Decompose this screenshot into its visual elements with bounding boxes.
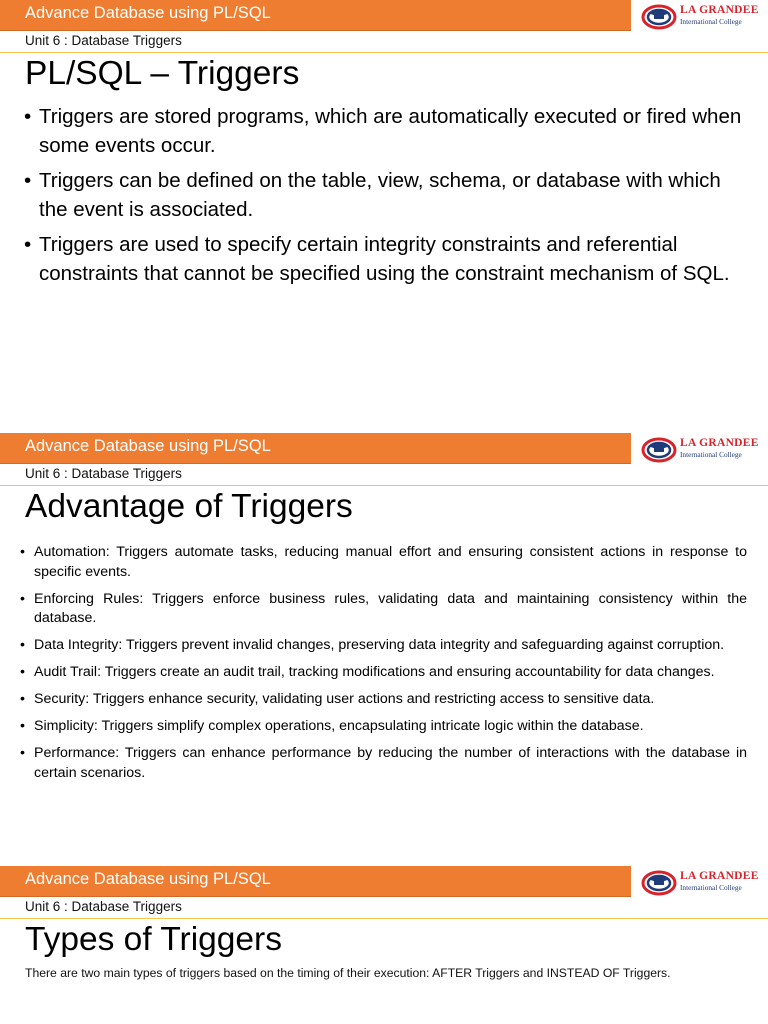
- list-item: • Security: Triggers enhance security, validating user actions and restricting access to sensitive data.: [20, 690, 747, 710]
- list-item: • Triggers are used to specify certain integrity constraints and referential constraints that cannot be specified using the constraint mechanism of SQL.: [24, 231, 754, 288]
- list-item: • Automation: Triggers automate tasks, reducing manual effort and ensuring consistent actions in response to specific events.: [20, 543, 747, 582]
- college-name: LA GRANDEE: [680, 870, 759, 882]
- college-subtitle: International College: [680, 450, 742, 459]
- unit-header: [0, 464, 768, 486]
- bullet-list: [24, 103, 754, 295]
- unit-label: Unit 6 : Database Triggers: [25, 33, 182, 48]
- list-item: • Enforcing Rules: Triggers enforce business rules, validating data and maintaining consistency within the database.: [20, 590, 747, 629]
- slide-title: Advantage of Triggers: [25, 488, 353, 525]
- course-banner: [0, 0, 631, 31]
- list-item: • Performance: Triggers can enhance performance by reducing the number of interactions with the database in certain scenarios.: [20, 744, 747, 783]
- unit-label: Unit 6 : Database Triggers: [25, 466, 182, 481]
- course-banner: [0, 866, 631, 897]
- graduation-cap-icon: [641, 435, 677, 463]
- course-banner: [0, 433, 631, 464]
- college-logo: [641, 868, 763, 896]
- slide-title: Types of Triggers: [25, 921, 282, 958]
- course-title: Advance Database using PL/SQL: [25, 4, 271, 22]
- list-item: • Audit Trail: Triggers create an audit trail, tracking modifications and ensuring accountability for data changes.: [20, 663, 747, 683]
- college-name: LA GRANDEE: [680, 437, 759, 449]
- college-name: LA GRANDEE: [680, 4, 759, 16]
- college-subtitle: International College: [680, 883, 742, 892]
- course-title: Advance Database using PL/SQL: [25, 870, 271, 888]
- course-title: Advance Database using PL/SQL: [25, 437, 271, 455]
- graduation-cap-icon: [641, 2, 677, 30]
- advantages-list: [20, 543, 747, 791]
- unit-header: [0, 31, 768, 53]
- intro-text: There are two main types of triggers based on the timing of their execution: AFTER Triggers and INSTEAD OF Triggers.: [25, 966, 671, 980]
- list-item: • Triggers can be defined on the table, view, schema, or database with which the event is associated.: [24, 167, 754, 224]
- slide-types-of-triggers: [0, 866, 768, 1024]
- list-item: • Triggers are stored programs, which are automatically executed or fired when some events occur.: [24, 103, 754, 160]
- slide-pl-sql-triggers: [0, 0, 768, 433]
- college-logo: [641, 2, 763, 30]
- list-item: • Simplicity: Triggers simplify complex operations, encapsulating intricate logic within the database.: [20, 717, 747, 737]
- graduation-cap-icon: [641, 868, 677, 896]
- unit-label: Unit 6 : Database Triggers: [25, 899, 182, 914]
- unit-header: [0, 897, 768, 919]
- college-logo: [641, 435, 763, 463]
- college-subtitle: International College: [680, 17, 742, 26]
- list-item: • Data Integrity: Triggers prevent invalid changes, preserving data integrity and safeguarding against corruption.: [20, 636, 747, 656]
- slide-title: PL/SQL – Triggers: [25, 55, 300, 92]
